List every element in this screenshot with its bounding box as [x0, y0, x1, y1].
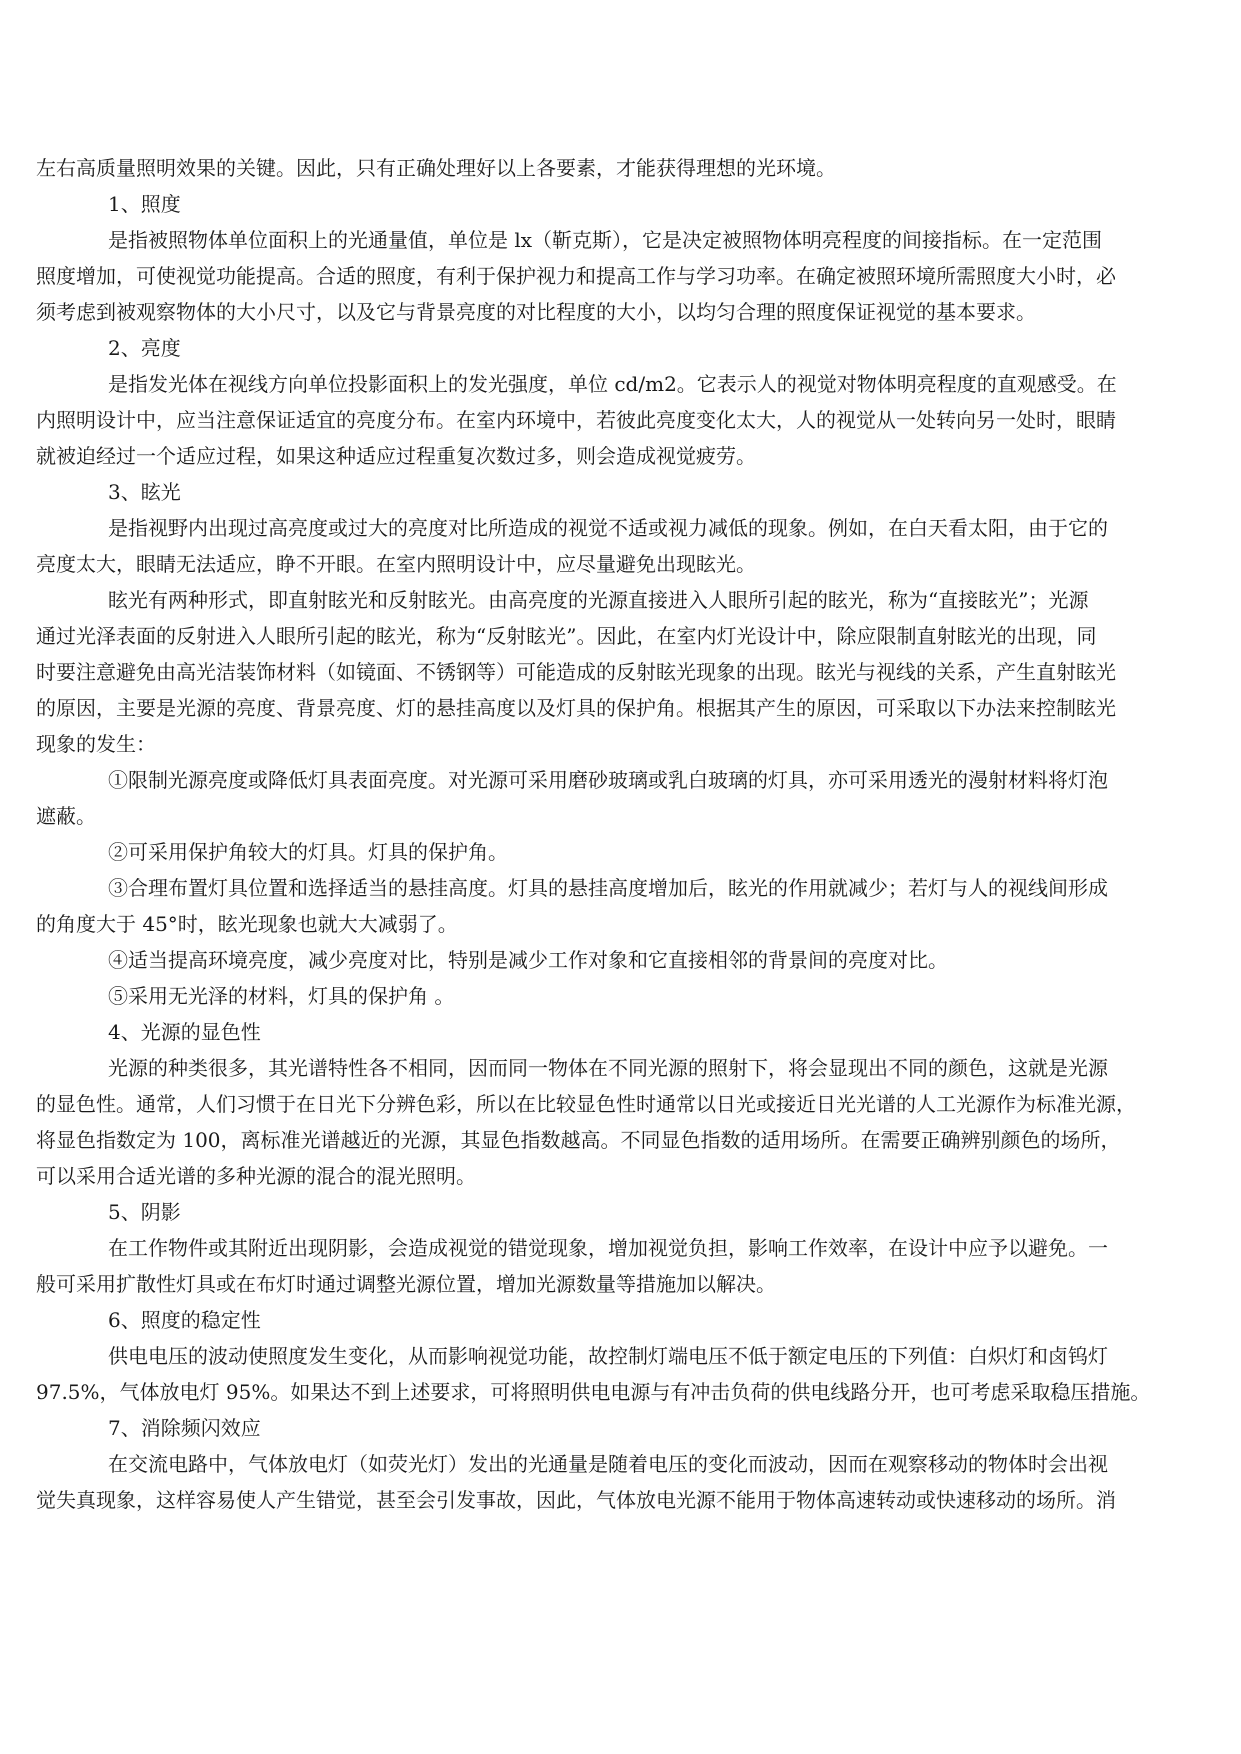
text-line: 通过光泽表面的反射进入人眼所引起的眩光，称为“反射眩光”。因此，在室内灯光设计中，除应限制直射眩光的出现，同 — [36, 624, 1097, 648]
text-line: 的显色性。通常，人们习惯于在日光下分辨色彩，所以在比较显色性时通常以日光或接近日光光谱的人工光源作为标准光源， — [36, 1092, 1136, 1116]
text-line: 内照明设计中，应当注意保证适宜的亮度分布。在室内环境中，若彼此亮度变化太大，人的视觉从一处转向另一处时，眼睛 — [36, 408, 1116, 432]
text-line: 4、光源的显色性 — [108, 1020, 261, 1044]
text-line: ①限制光源亮度或降低灯具表面亮度。对光源可采用磨砂玻璃或乳白玻璃的灯具，亦可采用透光的漫射材料将灯泡 — [108, 768, 1108, 792]
text-line: 97.5%，气体放电灯 95%。如果达不到上述要求，可将照明供电电源与有冲击负荷的供电线路分开，也可考虑采取稳压措施。 — [36, 1380, 1151, 1404]
text-line: 6、照度的稳定性 — [108, 1308, 261, 1332]
text-line: 光源的种类很多，其光谱特性各不相同，因而同一物体在不同光源的照射下，将会显现出不同的颜色，这就是光源 — [108, 1056, 1108, 1080]
document-page — [36, 150, 1208, 1518]
text-line: ⑤采用无光泽的材料，灯具的保护角 。 — [108, 984, 455, 1008]
text-line: 的角度大于 45°时，眩光现象也就大大减弱了。 — [36, 912, 458, 936]
text-line: ②可采用保护角较大的灯具。灯具的保护角。 — [108, 840, 508, 864]
text-line: 将显色指数定为 100，离标准光谱越近的光源，其显色指数越高。不同显色指数的适用场所。在需要正确辨别颜色的场所， — [36, 1128, 1121, 1152]
text-line: ④适当提高环境亮度，减少亮度对比，特别是减少工作对象和它直接相邻的背景间的亮度对比。 — [108, 948, 948, 972]
text-line: 左右高质量照明效果的关键。因此，只有正确处理好以上各要素，才能获得理想的光环境。 — [36, 156, 836, 180]
text-line: 可以采用合适光谱的多种光源的混合的混光照明。 — [36, 1164, 476, 1188]
text-line: 眩光有两种形式，即直射眩光和反射眩光。由高亮度的光源直接进入人眼所引起的眩光，称为“直接眩光”；光源 — [108, 588, 1089, 612]
text-line: 2、亮度 — [108, 336, 181, 360]
text-line: 是指视野内出现过高亮度或过大的亮度对比所造成的视觉不适或视力减低的现象。例如，在白天看太阳，由于它的 — [108, 516, 1108, 540]
text-line: 照度增加，可使视觉功能提高。合适的照度，有利于保护视力和提高工作与学习功率。在确定被照环境所需照度大小时，必 — [36, 264, 1116, 288]
text-line: 3、眩光 — [108, 480, 181, 504]
text-line: 般可采用扩散性灯具或在布灯时通过调整光源位置，增加光源数量等措施加以解决。 — [36, 1272, 776, 1296]
text-line: 供电电压的波动使照度发生变化，从而影响视觉功能，故控制灯端电压不低于额定电压的下列值：白炽灯和卤钨灯 — [108, 1344, 1108, 1368]
text-line: 的原因，主要是光源的亮度、背景亮度、灯的悬挂高度以及灯具的保护角。根据其产生的原因，可采取以下办法来控制眩光 — [36, 696, 1116, 720]
text-line: 7、消除频闪效应 — [108, 1416, 261, 1440]
text-line: 1、照度 — [108, 192, 181, 216]
text-line: ③合理布置灯具位置和选择适当的悬挂高度。灯具的悬挂高度增加后，眩光的作用就减少；若灯与人的视线间形成 — [108, 876, 1108, 900]
text-line: 现象的发生： — [36, 732, 156, 756]
text-line: 在交流电路中，气体放电灯（如荧光灯）发出的光通量是随着电压的变化而波动，因而在观察移动的物体时会出视 — [108, 1452, 1108, 1476]
text-line: 须考虑到被观察物体的大小尺寸，以及它与背景亮度的对比程度的大小，以均匀合理的照度保证视觉的基本要求。 — [36, 300, 1036, 324]
text-line: 亮度太大，眼睛无法适应，睁不开眼。在室内照明设计中，应尽量避免出现眩光。 — [36, 552, 756, 576]
text-line: 5、阴影 — [108, 1200, 181, 1224]
text-line: 是指发光体在视线方向单位投影面积上的发光强度，单位 cd/m2。它表示人的视觉对物体明亮程度的直观感受。在 — [108, 372, 1117, 396]
text-line: 觉失真现象，这样容易使人产生错觉，甚至会引发事故，因此，气体放电光源不能用于物体高速转动或快速移动的场所。消 — [36, 1488, 1116, 1512]
text-line: 就被迫经过一个适应过程，如果这种适应过程重复次数过多，则会造成视觉疲劳。 — [36, 444, 756, 468]
text-line: 时要注意避免由高光洁装饰材料（如镜面、不锈钢等）可能造成的反射眩光现象的出现。眩光与视线的关系，产生直射眩光 — [36, 660, 1116, 684]
text-line: 是指被照物体单位面积上的光通量值，单位是 lx（靳克斯），它是决定被照物体明亮程度的间接指标。在一定范围 — [108, 228, 1103, 252]
text-line: 在工作物件或其附近出现阴影，会造成视觉的错觉现象，增加视觉负担，影响工作效率，在设计中应予以避免。一 — [108, 1236, 1108, 1260]
text-line: 遮蔽。 — [36, 804, 96, 828]
